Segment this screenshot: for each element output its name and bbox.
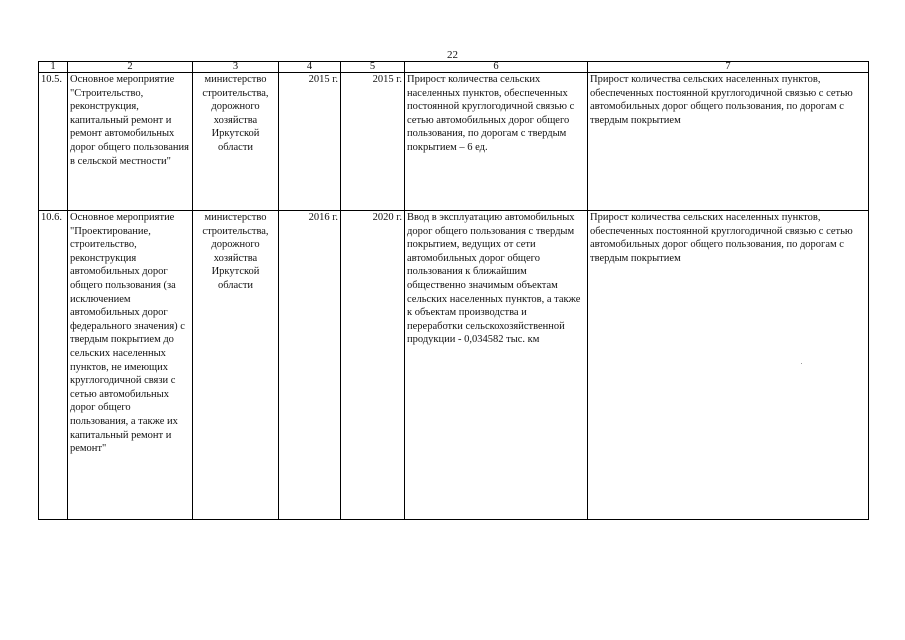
header-col-6: 6	[405, 62, 588, 73]
header-col-1: 1	[39, 62, 68, 73]
executor: министерство строительства, дорожного хозяйства Иркутской области	[193, 211, 279, 520]
row-number: 10.5.	[39, 73, 68, 211]
events-table	[38, 61, 869, 520]
row-number: 10.6.	[39, 211, 68, 520]
header-col-4: 4	[279, 62, 341, 73]
scan-artifact	[801, 363, 802, 364]
executor: министерство строительства, дорожного хозяйства Иркутской области	[193, 73, 279, 211]
start-year: 2015 г.	[279, 73, 341, 211]
header-col-7: 7	[588, 62, 869, 73]
header-row	[39, 62, 869, 73]
header-col-5: 5	[341, 62, 405, 73]
expected-result: Ввод в эксплуатацию автомобильных дорог общего пользования с твердым покрытием, ведущих от сети автомобильных дорог общего пользования к ближайшим общественно значимым объектам сельских населенных пунктов, а также к объектам производства и переработки сельскохозяйственной продукции - 0,034582 тыс. км	[405, 211, 588, 520]
event-name: Основное мероприятие "Проектирование, строительство, реконструкция автомобильных дорог общего пользования (за исключением автомобильных дорог федерального значения) с твердым покрытием до сельских населенных пунктов, не имеющих круглогодичной связи с сетью автомобильных дорог общего пользования, а также их капитальный ремонт и ремонт"	[68, 211, 193, 520]
start-year: 2016 г.	[279, 211, 341, 520]
header-col-2: 2	[68, 62, 193, 73]
page-number: 22	[447, 49, 458, 61]
target-indicator: Прирост количества сельских населенных пунктов, обеспеченных постоянной круглогодичной связью с сетью автомобильных дорог общего пользования, по дорогам с твердым покрытием	[588, 73, 869, 211]
table-row	[39, 211, 869, 520]
event-name: Основное мероприятие "Строительство, реконструкция, капитальный ремонт и ремонт автомобильных дорог общего пользования в сельской местности"	[68, 73, 193, 211]
header-col-3: 3	[193, 62, 279, 73]
table-row	[39, 73, 869, 211]
end-year: 2020 г.	[341, 211, 405, 520]
end-year: 2015 г.	[341, 73, 405, 211]
expected-result: Прирост количества сельских населенных пунктов, обеспеченных постоянной круглогодичной связью с сетью автомобильных дорог общего пользования, по дорогам с твердым покрытием – 6 ед.	[405, 73, 588, 211]
target-indicator: Прирост количества сельских населенных пунктов, обеспеченных постоянной круглогодичной связью с сетью автомобильных дорог общего пользования, по дорогам с твердым покрытием	[588, 211, 869, 520]
